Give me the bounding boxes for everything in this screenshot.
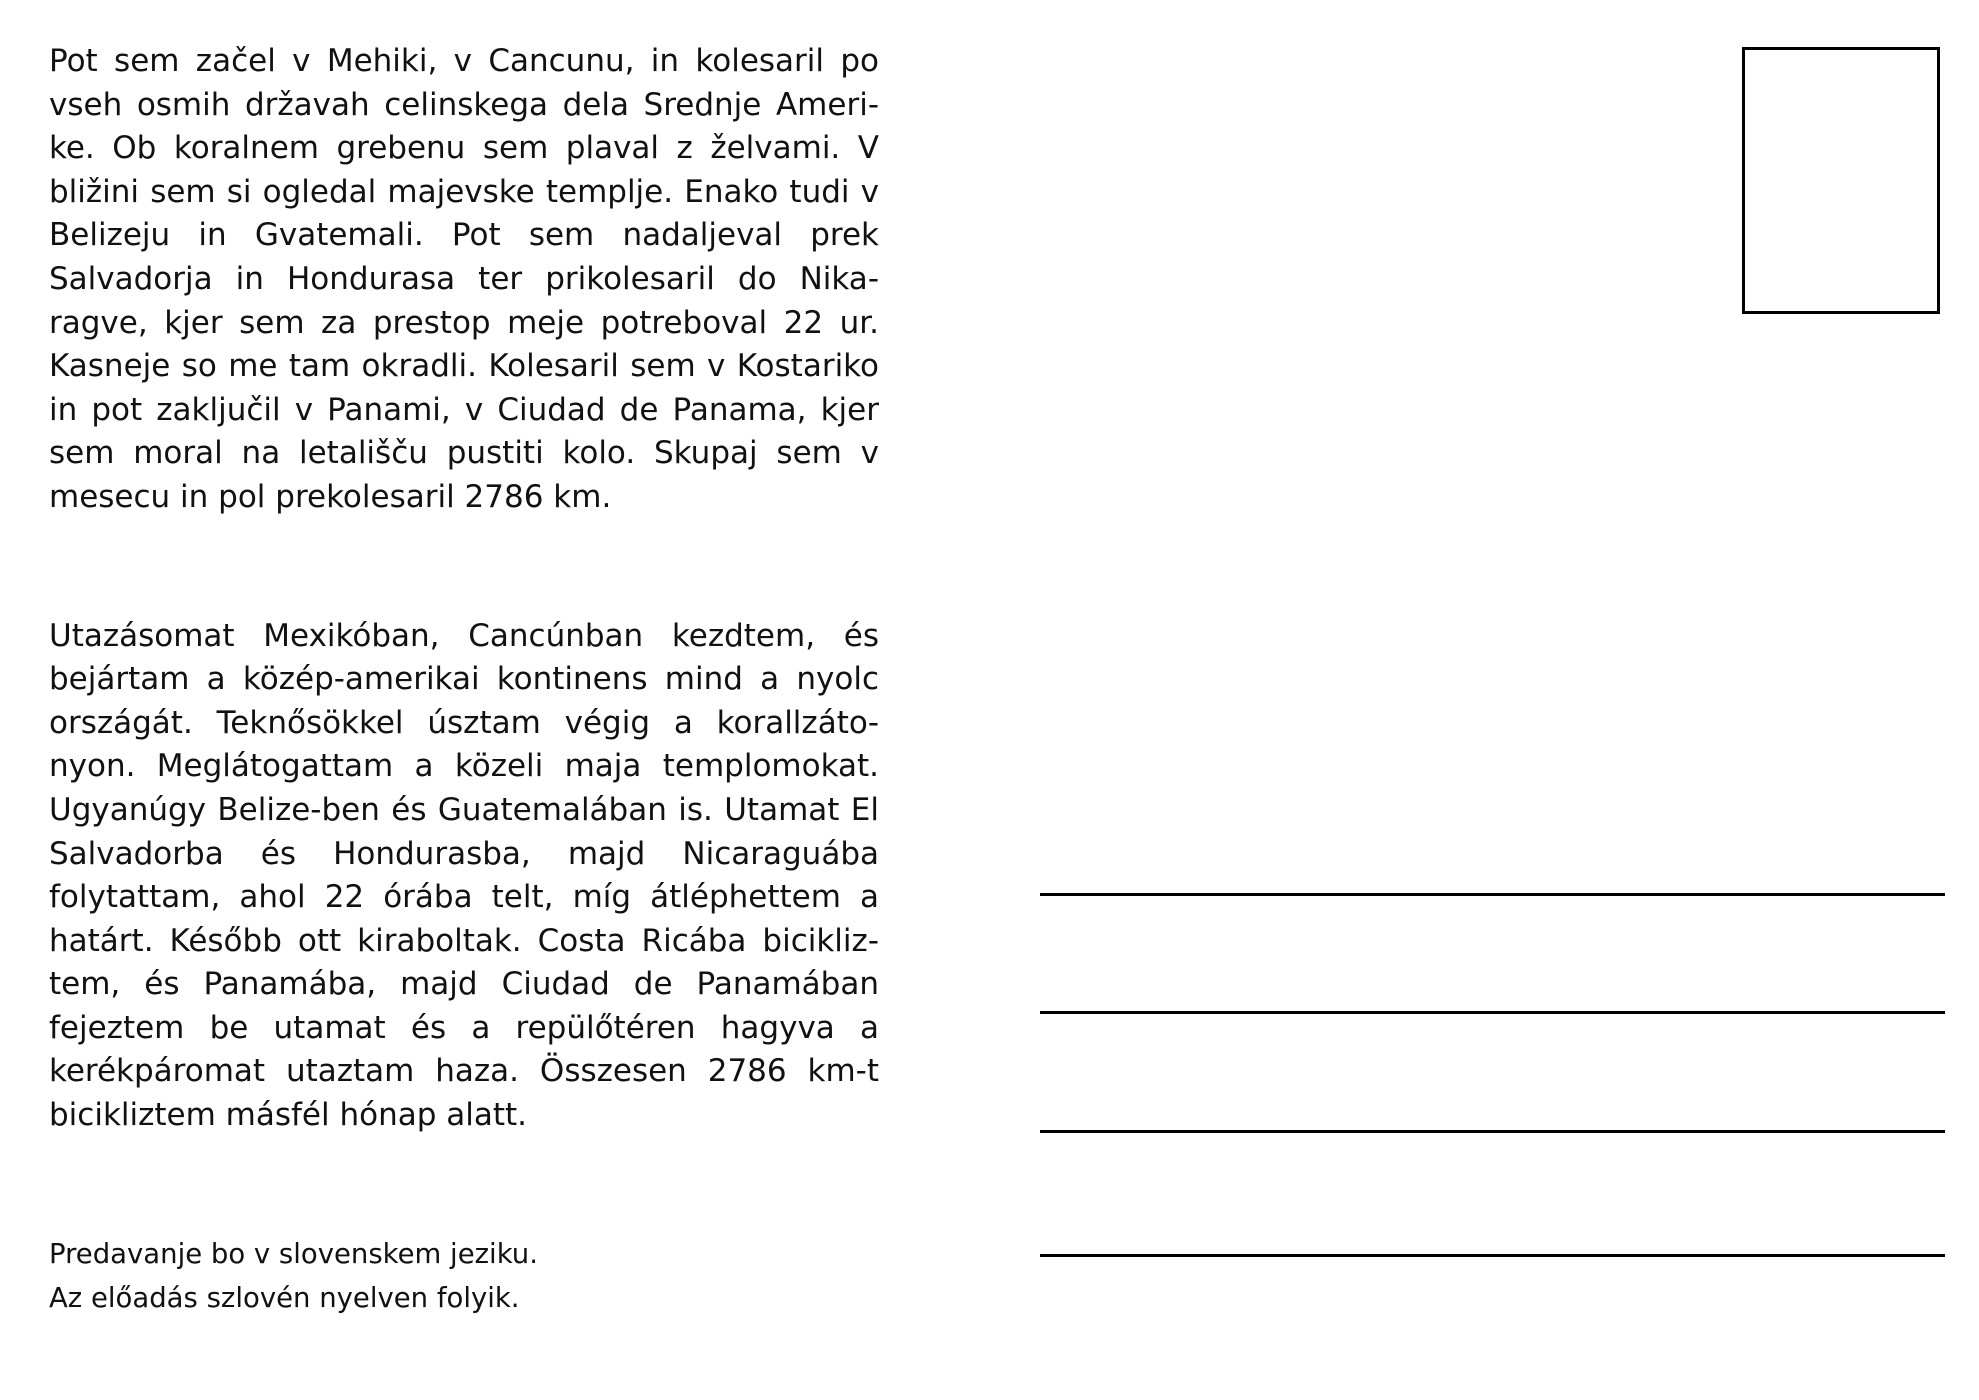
note-slovenian: Predavanje bo v slovenskem jeziku. (49, 1237, 538, 1270)
stamp-box (1742, 47, 1940, 314)
address-line (1040, 893, 1945, 896)
language-notes (49, 1232, 879, 1320)
paragraph-hungarian: Utazásomat Mexikóban, Cancúnban kezdtem, és bejártam a közép-amerikai kontinens mind a nyolc országát. Teknősökkel úsztam végig a korallzátonyon. Meglátogattam a közeli maja templomokat. Ugyanúgy Belize-ben és Guatemalában is. Utamat El Salvadorba és Hondurasba, majd Nicaraguába folytattam, ahol 22 órába telt, míg átléphettem a határt. Később ott kiraboltak. Costa Ricába bicikliztem, és Panamába, majd Ciudad de Panamában fejeztem be utamat és a repülőtéren hagyva a kerékpáromat utaztam haza. Összesen 2786 km-t bicikliztem másfél hónap alatt. (49, 617, 879, 1134)
address-line (1040, 1130, 1945, 1133)
address-line (1040, 1254, 1945, 1257)
address-line (1040, 1011, 1945, 1014)
message-column (49, 40, 879, 1320)
note-hungarian: Az előadás szlovén nyelven folyik. (49, 1281, 520, 1314)
paragraph-slovenian: Pot sem začel v Mehiki, v Cancunu, in kolesaril po vseh osmih državah celinskega dela Srednje Amerike. Ob koralnem grebenu sem plaval z želvami. V bližini sem si ogledal majevske templje. Enako tudi v Belizeju in Gvatemali. Pot sem nadaljeval prek Salvadorja in Hondurasa ter prikolesaril do Nikaragve, kjer sem za prestop meje potreboval 22 ur. Kasneje so me tam okradli. Kolesaril sem v Kostariko in pot zaključil v Panami, v Ciudad de Panama, kjer sem moral na letališču pustiti kolo. Skupaj sem v mesecu in pol prekolesaril 2786 km. (49, 43, 879, 515)
